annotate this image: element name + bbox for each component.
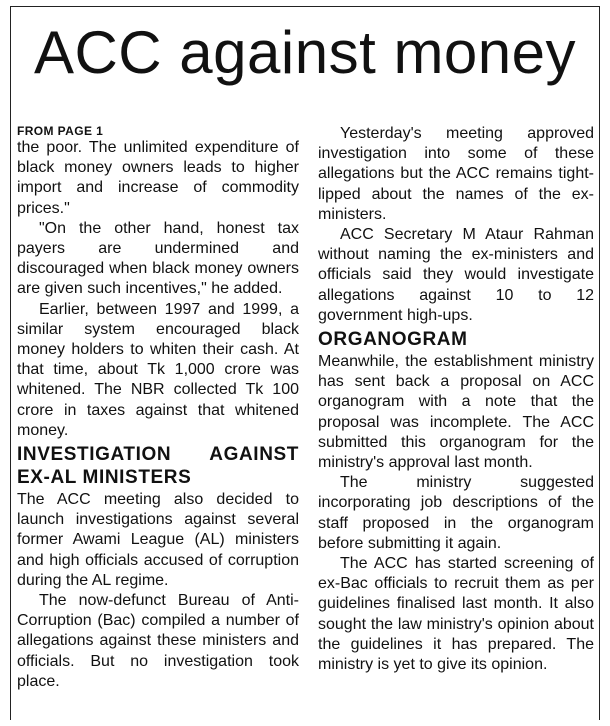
right-column xyxy=(318,124,594,675)
frame-right-rule xyxy=(599,6,600,720)
left-column xyxy=(17,124,299,692)
paragraph: the poor. The unlimited expenditure of black money owners leads to higher import and increase of commodity prices." xyxy=(17,139,299,217)
paragraph: The ministry suggested incorporating job descriptions of the staff proposed in the organogram before submitting it again. xyxy=(318,474,594,552)
frame-top-rule xyxy=(10,6,600,7)
subheading: ORGANOGRAM xyxy=(318,329,468,351)
subheading-line: EX-AL MINISTERS xyxy=(17,467,192,489)
paragraph: Earlier, between 1997 and 1999, a similar system encouraged black money holders to whiten their cash. At that time, about Tk 1,000 crore was whitened. The NBR collected Tk 100 crore in taxes against that whitened money. xyxy=(17,300,299,439)
paragraph: The now-defunct Bureau of Anti-Corruption (Bac) compiled a number of allegations against these ministers and officials. But no investigation took place. xyxy=(17,592,299,690)
headline: ACC against money xyxy=(33,19,577,86)
paragraph: "On the other hand, honest tax payers are undermined and discouraged when black money owners are given such incentives," he added. xyxy=(17,219,299,298)
paragraph: Yesterday's meeting approved investigation into some of these allegations but the ACC remains tight-lipped about the names of the ex-ministers. xyxy=(318,125,594,223)
frame-left-rule xyxy=(10,6,11,720)
paragraph: The ACC has started screening of ex-Bac officials to recruit them as per guidelines finalised last month. It also sought the law ministry's opinion about the guidelines it has prepared. The ministry is yet to give its opinion. xyxy=(318,555,594,674)
subheading-line: INVESTIGATION AGAINST xyxy=(17,444,299,466)
from-page-label: FROM PAGE 1 xyxy=(17,124,104,138)
paragraph: Meanwhile, the establishment ministry has sent back a proposal on ACC organogram with a note that the proposal was incomplete. The ACC submitted this organogram for the ministry's approval last month. xyxy=(318,353,594,472)
paragraph: ACC Secretary M Ataur Rahman without naming the ex-ministers and officials said they would investigate allegations against 10 to 12 government high-ups. xyxy=(318,226,594,324)
paragraph: The ACC meeting also decided to launch investigations against several former Awami League (AL) ministers and high officials accused of corruption during the AL regime. xyxy=(17,491,299,589)
